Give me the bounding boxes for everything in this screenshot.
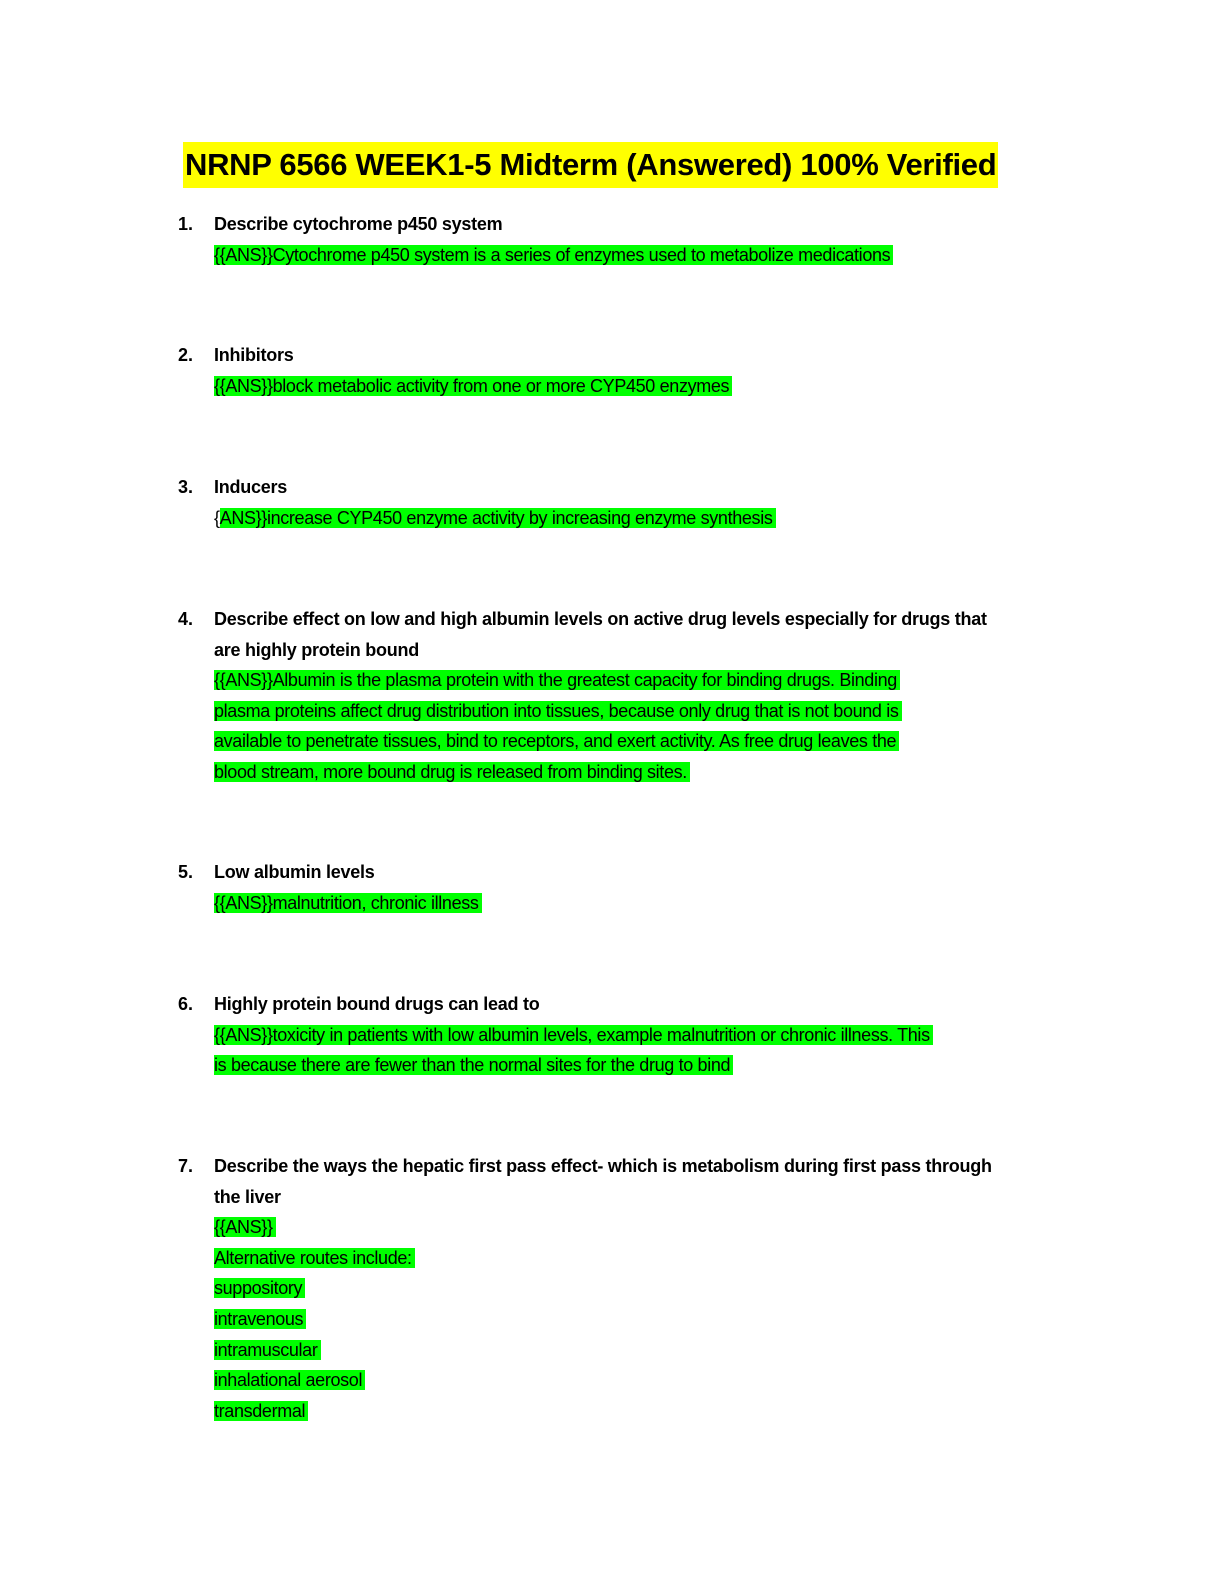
answer-text: {{ANS}}block metabolic activity from one or more CYP450 enzymes	[214, 376, 732, 396]
answer-line	[214, 726, 1078, 757]
question-text: Inducers	[214, 477, 288, 497]
page-title: NRNP 6566 WEEK1-5 Midterm (Answered) 100% Verified	[183, 142, 998, 188]
question-number: 1.	[178, 214, 194, 234]
answer-text: {{ANS}}	[214, 1217, 276, 1237]
question-1	[178, 209, 1078, 270]
question-6	[178, 989, 1078, 1081]
question-text: Describe effect on low and high albumin levels on active drug levels especially for drugs that	[214, 609, 987, 629]
answer-text: intravenous	[214, 1309, 306, 1329]
answer-line	[214, 1212, 1078, 1243]
answer-text: ANS}}increase CYP450 enzyme activity by increasing enzyme synthesis	[220, 508, 776, 528]
question-text: the liver	[214, 1186, 281, 1207]
answer-text: plasma proteins affect drug distribution into tissues, because only drug that is not bound is	[214, 701, 902, 721]
question-4	[178, 604, 1078, 788]
answer-line	[214, 1243, 1078, 1274]
answer-text: is because there are fewer than the normal sites for the drug to bind	[214, 1055, 733, 1075]
question-text: Highly protein bound drugs can lead to	[214, 994, 540, 1014]
question-5	[178, 857, 1078, 918]
question-7	[178, 1151, 1078, 1426]
answer-line	[214, 696, 1078, 727]
answer-line	[214, 1335, 1078, 1366]
answer-text: {{ANS}}malnutrition, chronic illness	[214, 893, 482, 913]
question-text: Describe cytochrome p450 system	[214, 214, 503, 234]
answer-text: available to penetrate tissues, bind to receptors, and exert activity. As free drug leaves the	[214, 731, 899, 751]
answer-text: blood stream, more bound drug is released from binding sites.	[214, 762, 690, 782]
answer-text: intramuscular	[214, 1340, 321, 1360]
answer-line	[214, 1396, 1078, 1427]
answer-line	[214, 1273, 1078, 1304]
answer-text: transdermal	[214, 1401, 308, 1421]
answer-text: suppository	[214, 1278, 305, 1298]
answer-text: inhalational aerosol	[214, 1370, 365, 1390]
answer-line	[214, 371, 1078, 402]
answer-text: {{ANS}}toxicity in patients with low albumin levels, example malnutrition or chronic illness. This	[214, 1025, 933, 1045]
question-text: Inhibitors	[214, 345, 294, 365]
answer-text: {{ANS}}Albumin is the plasma protein with the greatest capacity for binding drugs. Binding	[214, 670, 900, 690]
answer-prefix: {	[214, 507, 220, 528]
answer-line	[214, 1050, 1078, 1081]
question-text: are highly protein bound	[214, 639, 419, 660]
answer-line	[214, 1365, 1078, 1396]
answer-line	[214, 503, 1078, 534]
question-3	[178, 472, 1078, 533]
question-number: 4.	[178, 609, 194, 629]
answer-line	[214, 888, 1078, 919]
answer-line	[214, 1304, 1078, 1335]
answer-line	[214, 1020, 1078, 1051]
answer-line	[214, 240, 1078, 271]
answer-line	[214, 757, 1078, 788]
question-2	[178, 340, 1078, 401]
question-number: 2.	[178, 345, 194, 365]
question-number: 7.	[178, 1156, 194, 1176]
question-text: Low albumin levels	[214, 862, 375, 882]
answer-text: Alternative routes include:	[214, 1248, 415, 1268]
question-number: 5.	[178, 862, 194, 882]
question-number: 6.	[178, 994, 194, 1014]
question-text: Describe the ways the hepatic first pass effect- which is metabolism during first pass through	[214, 1156, 992, 1176]
question-number: 3.	[178, 477, 194, 497]
answer-line	[214, 665, 1078, 696]
answer-text: {{ANS}}Cytochrome p450 system is a series of enzymes used to metabolize medications	[214, 245, 893, 265]
